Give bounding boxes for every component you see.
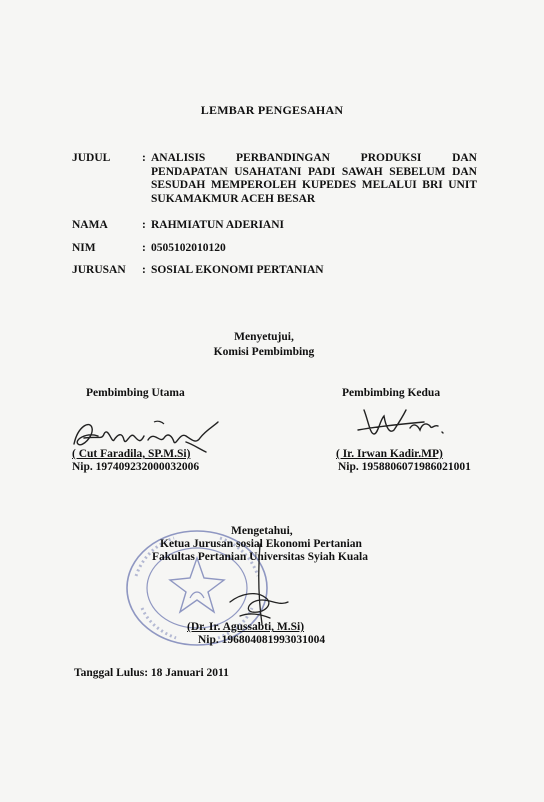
mengetahui-line1: Ketua Jurusan sosial Ekonomi Pertanian [160, 538, 362, 550]
signature-kedua [350, 400, 460, 446]
judul-line-4: SUKAMAKMUR ACEH BESAR [151, 192, 316, 205]
tanggal-lulus: Tanggal Lulus: 18 Januari 2011 [74, 667, 229, 679]
pembimbing-utama-nip: Nip. 197409232000032006 [72, 461, 200, 473]
judul-label: JUDUL [72, 152, 111, 164]
judul-value [151, 152, 477, 206]
judul-line-1: ANALISIS PERBANDINGAN PRODUKSI DAN [151, 152, 477, 164]
ketua-nip: Nip. 196804081993031004 [198, 634, 326, 646]
pembimbing-utama-name: ( Cut Faradila, SP.M.Si) [72, 448, 191, 460]
jurusan-label: JURUSAN [72, 264, 126, 276]
jurusan-colon: : [142, 264, 146, 276]
signature-ketua [200, 540, 310, 630]
judul-colon: : [142, 152, 146, 164]
komisi-text: Komisi Pembimbing [213, 346, 315, 358]
jurusan-value: SOSIAL EKONOMI PERTANIAN [151, 264, 324, 276]
mengetahui-line2: Fakultas Pertanian Universitas Syiah Kuala [152, 551, 368, 563]
page-title: LEMBAR PENGESAHAN [200, 103, 344, 117]
nama-value: RAHMIATUN ADERIANI [151, 219, 285, 231]
nim-value: 0505102010120 [151, 242, 226, 254]
nim-label: NIM [72, 242, 96, 254]
mengetahui-label: Mengetahui, [231, 525, 293, 537]
judul-line-2: PENDAPATAN USAHATANI PADI SAWAH SEBELUM DAN [151, 165, 477, 178]
nim-colon: : [142, 242, 146, 254]
pembimbing-kedua-role: Pembimbing Kedua [342, 387, 441, 399]
pembimbing-kedua-nip: Nip. 195880607198602100​1 [338, 461, 471, 473]
nama-label: NAMA [72, 219, 108, 231]
pembimbing-kedua-name: ( Ir. Irwan Kadir.MP) [336, 448, 443, 460]
judul-line-3: SESUDAH MEMPEROLEH KUPEDES MELALUI BRI UNIT [151, 179, 477, 191]
menyetujui-text: Menyetujui, [234, 331, 294, 343]
pembimbing-utama-role: Pembimbing Utama [86, 387, 185, 399]
ketua-name: (Dr. Ir. Agussabti, M.Si) [187, 621, 305, 633]
nama-colon: : [142, 219, 146, 231]
